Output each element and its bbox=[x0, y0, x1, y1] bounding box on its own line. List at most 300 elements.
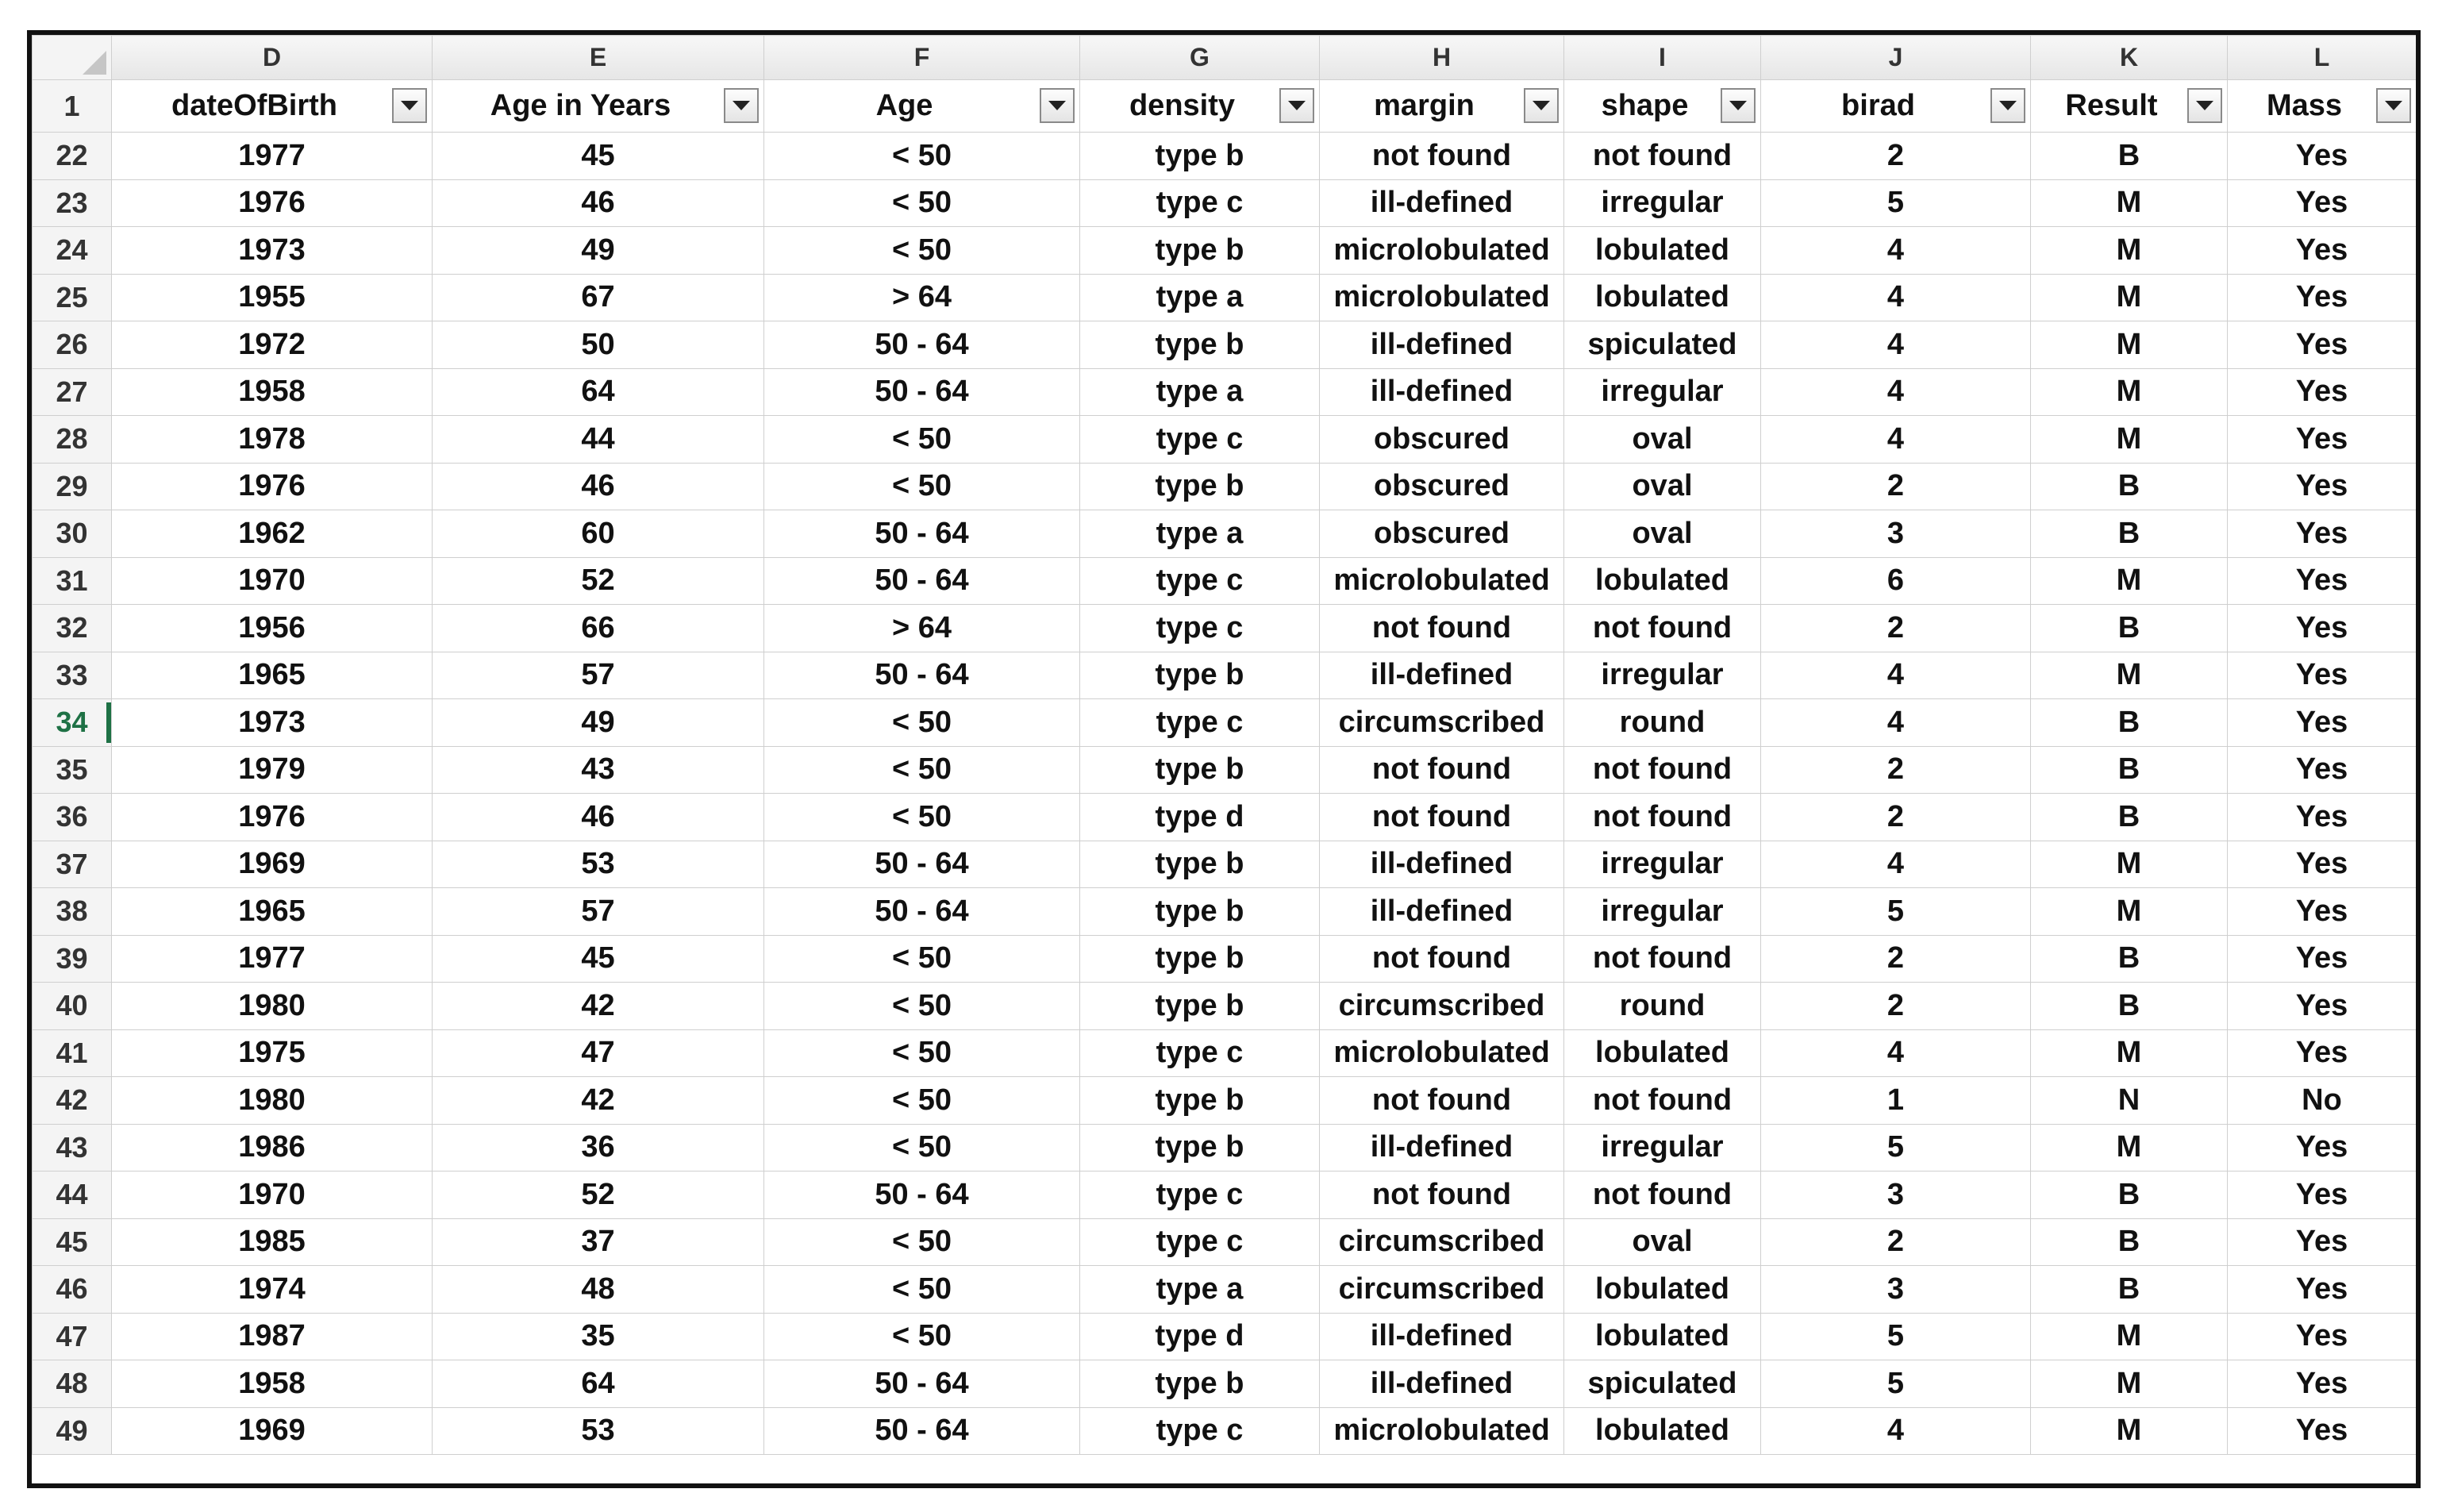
table-cell[interactable]: 5 bbox=[1761, 1360, 2031, 1408]
table-cell[interactable]: Yes bbox=[2228, 841, 2417, 888]
table-cell[interactable]: 64 bbox=[433, 1360, 764, 1408]
table-cell[interactable]: lobulated bbox=[1564, 1313, 1761, 1360]
filter-dropdown-button[interactable] bbox=[1524, 88, 1559, 123]
table-cell[interactable]: < 50 bbox=[764, 746, 1080, 794]
table-cell[interactable]: type d bbox=[1080, 794, 1320, 841]
row-number[interactable]: 49 bbox=[33, 1407, 112, 1455]
row-number[interactable]: 22 bbox=[33, 133, 112, 180]
table-cell[interactable]: type a bbox=[1080, 274, 1320, 321]
table-cell[interactable]: M bbox=[2031, 416, 2228, 464]
table-cell[interactable]: 66 bbox=[433, 605, 764, 652]
table-cell[interactable]: B bbox=[2031, 699, 2228, 747]
column-letter-header[interactable]: J bbox=[1761, 36, 2031, 80]
table-cell[interactable]: 37 bbox=[433, 1218, 764, 1266]
table-cell[interactable]: 1987 bbox=[112, 1313, 433, 1360]
table-cell[interactable]: 52 bbox=[433, 557, 764, 605]
table-cell[interactable]: B bbox=[2031, 983, 2228, 1030]
table-cell[interactable]: 42 bbox=[433, 983, 764, 1030]
table-cell[interactable]: 46 bbox=[433, 179, 764, 227]
filter-dropdown-button[interactable] bbox=[1990, 88, 2025, 123]
table-cell[interactable]: ill-defined bbox=[1320, 652, 1564, 699]
table-cell[interactable]: type a bbox=[1080, 1266, 1320, 1314]
table-cell[interactable]: 4 bbox=[1761, 368, 2031, 416]
table-cell[interactable]: Yes bbox=[2228, 1266, 2417, 1314]
table-cell[interactable]: type c bbox=[1080, 416, 1320, 464]
table-cell[interactable]: ill-defined bbox=[1320, 179, 1564, 227]
table-cell[interactable]: obscured bbox=[1320, 416, 1564, 464]
filter-dropdown-button[interactable] bbox=[724, 88, 759, 123]
table-cell[interactable]: obscured bbox=[1320, 463, 1564, 510]
table-cell[interactable]: 5 bbox=[1761, 1124, 2031, 1172]
table-cell[interactable]: 44 bbox=[433, 416, 764, 464]
table-cell[interactable]: Yes bbox=[2228, 652, 2417, 699]
table-cell[interactable]: type b bbox=[1080, 227, 1320, 275]
table-cell[interactable]: M bbox=[2031, 1313, 2228, 1360]
table-cell[interactable]: < 50 bbox=[764, 794, 1080, 841]
column-header-cell[interactable] bbox=[1761, 80, 2031, 133]
table-cell[interactable]: 53 bbox=[433, 841, 764, 888]
row-number[interactable]: 25 bbox=[33, 274, 112, 321]
filter-dropdown-button[interactable] bbox=[2376, 88, 2411, 123]
table-cell[interactable]: 47 bbox=[433, 1029, 764, 1077]
table-cell[interactable]: Yes bbox=[2228, 463, 2417, 510]
table-cell[interactable]: < 50 bbox=[764, 227, 1080, 275]
column-header-cell[interactable] bbox=[1080, 80, 1320, 133]
table-cell[interactable]: ill-defined bbox=[1320, 888, 1564, 936]
table-cell[interactable]: Yes bbox=[2228, 227, 2417, 275]
row-number[interactable]: 26 bbox=[33, 321, 112, 369]
table-cell[interactable]: B bbox=[2031, 510, 2228, 558]
table-cell[interactable]: 1980 bbox=[112, 983, 433, 1030]
table-cell[interactable]: > 64 bbox=[764, 274, 1080, 321]
column-letter-header[interactable]: D bbox=[112, 36, 433, 80]
table-cell[interactable]: Yes bbox=[2228, 935, 2417, 983]
table-cell[interactable]: 50 - 64 bbox=[764, 368, 1080, 416]
table-cell[interactable]: M bbox=[2031, 321, 2228, 369]
table-cell[interactable]: not found bbox=[1564, 746, 1761, 794]
table-cell[interactable]: not found bbox=[1564, 794, 1761, 841]
table-cell[interactable]: irregular bbox=[1564, 652, 1761, 699]
table-cell[interactable]: lobulated bbox=[1564, 1266, 1761, 1314]
table-cell[interactable]: 36 bbox=[433, 1124, 764, 1172]
column-letter-header[interactable]: H bbox=[1320, 36, 1564, 80]
table-cell[interactable]: Yes bbox=[2228, 557, 2417, 605]
table-cell[interactable]: 50 bbox=[433, 321, 764, 369]
table-cell[interactable]: B bbox=[2031, 794, 2228, 841]
table-cell[interactable]: Yes bbox=[2228, 1313, 2417, 1360]
table-cell[interactable]: 2 bbox=[1761, 463, 2031, 510]
table-cell[interactable]: 60 bbox=[433, 510, 764, 558]
filter-dropdown-button[interactable] bbox=[392, 88, 427, 123]
table-cell[interactable]: 50 - 64 bbox=[764, 1407, 1080, 1455]
table-cell[interactable]: not found bbox=[1320, 935, 1564, 983]
table-cell[interactable]: M bbox=[2031, 1407, 2228, 1455]
table-cell[interactable]: 42 bbox=[433, 1077, 764, 1125]
table-cell[interactable]: 5 bbox=[1761, 1313, 2031, 1360]
table-cell[interactable]: lobulated bbox=[1564, 557, 1761, 605]
table-cell[interactable]: 1958 bbox=[112, 368, 433, 416]
table-cell[interactable]: not found bbox=[1564, 935, 1761, 983]
table-cell[interactable]: B bbox=[2031, 605, 2228, 652]
table-cell[interactable]: irregular bbox=[1564, 888, 1761, 936]
row-number[interactable]: 33 bbox=[33, 652, 112, 699]
table-cell[interactable]: not found bbox=[1564, 605, 1761, 652]
table-cell[interactable]: 2 bbox=[1761, 1218, 2031, 1266]
table-cell[interactable]: 3 bbox=[1761, 510, 2031, 558]
row-number[interactable]: 45 bbox=[33, 1218, 112, 1266]
row-number[interactable]: 46 bbox=[33, 1266, 112, 1314]
row-number[interactable]: 35 bbox=[33, 746, 112, 794]
filter-dropdown-button[interactable] bbox=[1040, 88, 1075, 123]
table-cell[interactable]: Yes bbox=[2228, 605, 2417, 652]
table-cell[interactable]: 1955 bbox=[112, 274, 433, 321]
select-all-corner[interactable] bbox=[33, 36, 112, 80]
table-cell[interactable]: M bbox=[2031, 368, 2228, 416]
table-cell[interactable]: oval bbox=[1564, 463, 1761, 510]
table-cell[interactable]: Yes bbox=[2228, 794, 2417, 841]
table-cell[interactable]: 45 bbox=[433, 935, 764, 983]
table-cell[interactable]: 45 bbox=[433, 133, 764, 180]
table-cell[interactable]: not found bbox=[1564, 1077, 1761, 1125]
table-cell[interactable]: M bbox=[2031, 1124, 2228, 1172]
table-cell[interactable]: not found bbox=[1320, 133, 1564, 180]
table-cell[interactable]: 1978 bbox=[112, 416, 433, 464]
table-cell[interactable]: Yes bbox=[2228, 1218, 2417, 1266]
table-cell[interactable]: M bbox=[2031, 227, 2228, 275]
table-cell[interactable]: not found bbox=[1564, 133, 1761, 180]
table-cell[interactable]: B bbox=[2031, 935, 2228, 983]
row-number[interactable]: 48 bbox=[33, 1360, 112, 1408]
row-number[interactable]: 30 bbox=[33, 510, 112, 558]
table-cell[interactable]: M bbox=[2031, 888, 2228, 936]
table-cell[interactable]: 50 - 64 bbox=[764, 1360, 1080, 1408]
table-cell[interactable]: type b bbox=[1080, 1124, 1320, 1172]
table-cell[interactable]: < 50 bbox=[764, 983, 1080, 1030]
column-header-cell[interactable] bbox=[2031, 80, 2228, 133]
table-cell[interactable]: Yes bbox=[2228, 1360, 2417, 1408]
table-cell[interactable]: < 50 bbox=[764, 1266, 1080, 1314]
table-cell[interactable]: type c bbox=[1080, 179, 1320, 227]
table-cell[interactable]: 1980 bbox=[112, 1077, 433, 1125]
column-header-cell[interactable] bbox=[2228, 80, 2417, 133]
table-cell[interactable]: type b bbox=[1080, 746, 1320, 794]
table-cell[interactable]: type d bbox=[1080, 1313, 1320, 1360]
column-letter-header[interactable]: K bbox=[2031, 36, 2228, 80]
table-cell[interactable]: 4 bbox=[1761, 321, 2031, 369]
table-cell[interactable]: circumscribed bbox=[1320, 1218, 1564, 1266]
column-header-cell[interactable] bbox=[1320, 80, 1564, 133]
table-cell[interactable]: 64 bbox=[433, 368, 764, 416]
table-cell[interactable]: M bbox=[2031, 652, 2228, 699]
table-cell[interactable]: type a bbox=[1080, 510, 1320, 558]
table-cell[interactable]: 2 bbox=[1761, 133, 2031, 180]
table-cell[interactable]: not found bbox=[1320, 746, 1564, 794]
table-cell[interactable]: circumscribed bbox=[1320, 1266, 1564, 1314]
table-cell[interactable]: 49 bbox=[433, 227, 764, 275]
table-cell[interactable]: Yes bbox=[2228, 888, 2417, 936]
table-cell[interactable]: microlobulated bbox=[1320, 1407, 1564, 1455]
column-header-cell[interactable] bbox=[433, 80, 764, 133]
table-cell[interactable]: 57 bbox=[433, 652, 764, 699]
table-cell[interactable]: round bbox=[1564, 699, 1761, 747]
table-cell[interactable]: Yes bbox=[2228, 746, 2417, 794]
table-cell[interactable]: B bbox=[2031, 133, 2228, 180]
table-cell[interactable]: not found bbox=[1320, 605, 1564, 652]
row-number[interactable]: 24 bbox=[33, 227, 112, 275]
table-cell[interactable]: ill-defined bbox=[1320, 1360, 1564, 1408]
table-cell[interactable]: type a bbox=[1080, 368, 1320, 416]
table-cell[interactable]: B bbox=[2031, 746, 2228, 794]
table-cell[interactable]: B bbox=[2031, 1218, 2228, 1266]
table-cell[interactable]: Yes bbox=[2228, 179, 2417, 227]
table-cell[interactable]: M bbox=[2031, 841, 2228, 888]
table-cell[interactable]: microlobulated bbox=[1320, 557, 1564, 605]
row-number[interactable]: 1 bbox=[33, 80, 112, 133]
table-cell[interactable]: 46 bbox=[433, 794, 764, 841]
table-cell[interactable]: ill-defined bbox=[1320, 321, 1564, 369]
table-cell[interactable]: not found bbox=[1320, 1077, 1564, 1125]
table-cell[interactable]: 2 bbox=[1761, 794, 2031, 841]
table-cell[interactable]: < 50 bbox=[764, 463, 1080, 510]
table-cell[interactable]: 1973 bbox=[112, 227, 433, 275]
column-letter-header[interactable]: I bbox=[1564, 36, 1761, 80]
table-cell[interactable]: oval bbox=[1564, 416, 1761, 464]
table-cell[interactable]: 1976 bbox=[112, 179, 433, 227]
table-cell[interactable]: 4 bbox=[1761, 652, 2031, 699]
table-cell[interactable]: 1979 bbox=[112, 746, 433, 794]
table-cell[interactable]: 4 bbox=[1761, 1029, 2031, 1077]
filter-dropdown-button[interactable] bbox=[1279, 88, 1314, 123]
table-cell[interactable]: type b bbox=[1080, 321, 1320, 369]
row-number[interactable]: 40 bbox=[33, 983, 112, 1030]
table-cell[interactable]: 57 bbox=[433, 888, 764, 936]
column-letter-header[interactable]: E bbox=[433, 36, 764, 80]
table-cell[interactable]: 50 - 64 bbox=[764, 321, 1080, 369]
table-cell[interactable]: 1970 bbox=[112, 1172, 433, 1219]
row-number[interactable]: 37 bbox=[33, 841, 112, 888]
table-cell[interactable]: Yes bbox=[2228, 1029, 2417, 1077]
table-cell[interactable]: < 50 bbox=[764, 1029, 1080, 1077]
table-cell[interactable]: 2 bbox=[1761, 935, 2031, 983]
table-cell[interactable]: microlobulated bbox=[1320, 1029, 1564, 1077]
table-cell[interactable]: 1985 bbox=[112, 1218, 433, 1266]
table-cell[interactable]: not found bbox=[1320, 794, 1564, 841]
table-cell[interactable]: < 50 bbox=[764, 935, 1080, 983]
table-cell[interactable]: < 50 bbox=[764, 179, 1080, 227]
row-number[interactable]: 38 bbox=[33, 888, 112, 936]
row-number[interactable]: 43 bbox=[33, 1124, 112, 1172]
table-cell[interactable]: type c bbox=[1080, 605, 1320, 652]
table-cell[interactable]: Yes bbox=[2228, 1407, 2417, 1455]
table-cell[interactable]: irregular bbox=[1564, 1124, 1761, 1172]
table-cell[interactable]: type c bbox=[1080, 1029, 1320, 1077]
table-cell[interactable]: 52 bbox=[433, 1172, 764, 1219]
table-cell[interactable]: type b bbox=[1080, 463, 1320, 510]
table-cell[interactable]: ill-defined bbox=[1320, 1124, 1564, 1172]
column-header-cell[interactable] bbox=[112, 80, 433, 133]
filter-dropdown-button[interactable] bbox=[2187, 88, 2222, 123]
column-header-cell[interactable] bbox=[764, 80, 1080, 133]
column-letter-header[interactable]: L bbox=[2228, 36, 2417, 80]
table-cell[interactable]: < 50 bbox=[764, 1313, 1080, 1360]
table-cell[interactable]: microlobulated bbox=[1320, 227, 1564, 275]
row-number[interactable]: 41 bbox=[33, 1029, 112, 1077]
table-cell[interactable]: B bbox=[2031, 1266, 2228, 1314]
table-cell[interactable]: 50 - 64 bbox=[764, 652, 1080, 699]
table-cell[interactable]: 1970 bbox=[112, 557, 433, 605]
table-cell[interactable]: 5 bbox=[1761, 888, 2031, 936]
row-number[interactable]: 42 bbox=[33, 1077, 112, 1125]
table-cell[interactable]: < 50 bbox=[764, 1218, 1080, 1266]
table-cell[interactable]: obscured bbox=[1320, 510, 1564, 558]
table-cell[interactable]: No bbox=[2228, 1077, 2417, 1125]
row-number[interactable]: 44 bbox=[33, 1172, 112, 1219]
column-header-cell[interactable] bbox=[1564, 80, 1761, 133]
table-cell[interactable]: 1986 bbox=[112, 1124, 433, 1172]
table-cell[interactable]: irregular bbox=[1564, 179, 1761, 227]
table-cell[interactable]: 3 bbox=[1761, 1266, 2031, 1314]
table-cell[interactable]: 1965 bbox=[112, 652, 433, 699]
table-cell[interactable]: < 50 bbox=[764, 1124, 1080, 1172]
column-letter-header[interactable]: G bbox=[1080, 36, 1320, 80]
table-cell[interactable]: type c bbox=[1080, 1407, 1320, 1455]
table-cell[interactable]: Yes bbox=[2228, 133, 2417, 180]
row-number[interactable]: 28 bbox=[33, 416, 112, 464]
table-cell[interactable]: type b bbox=[1080, 1360, 1320, 1408]
table-cell[interactable]: ill-defined bbox=[1320, 841, 1564, 888]
table-cell[interactable]: 1 bbox=[1761, 1077, 2031, 1125]
table-cell[interactable]: < 50 bbox=[764, 699, 1080, 747]
table-cell[interactable]: 46 bbox=[433, 463, 764, 510]
row-number[interactable]: 32 bbox=[33, 605, 112, 652]
table-cell[interactable]: 4 bbox=[1761, 416, 2031, 464]
row-number[interactable]: 29 bbox=[33, 463, 112, 510]
table-cell[interactable]: type c bbox=[1080, 1218, 1320, 1266]
table-cell[interactable]: < 50 bbox=[764, 416, 1080, 464]
table-cell[interactable]: M bbox=[2031, 1360, 2228, 1408]
table-cell[interactable]: not found bbox=[1320, 1172, 1564, 1219]
table-cell[interactable]: Yes bbox=[2228, 416, 2417, 464]
table-cell[interactable]: Yes bbox=[2228, 321, 2417, 369]
table-cell[interactable]: type b bbox=[1080, 841, 1320, 888]
table-cell[interactable]: type b bbox=[1080, 888, 1320, 936]
table-cell[interactable]: B bbox=[2031, 1172, 2228, 1219]
table-cell[interactable]: 53 bbox=[433, 1407, 764, 1455]
row-number[interactable]: 31 bbox=[33, 557, 112, 605]
row-number[interactable]: 47 bbox=[33, 1313, 112, 1360]
table-cell[interactable]: circumscribed bbox=[1320, 983, 1564, 1030]
table-cell[interactable]: type b bbox=[1080, 935, 1320, 983]
table-cell[interactable]: 1958 bbox=[112, 1360, 433, 1408]
table-cell[interactable]: type b bbox=[1080, 1077, 1320, 1125]
table-cell[interactable]: type b bbox=[1080, 983, 1320, 1030]
table-cell[interactable]: 6 bbox=[1761, 557, 2031, 605]
table-cell[interactable]: 1975 bbox=[112, 1029, 433, 1077]
table-cell[interactable]: 35 bbox=[433, 1313, 764, 1360]
row-number[interactable]: 36 bbox=[33, 794, 112, 841]
table-cell[interactable]: 50 - 64 bbox=[764, 510, 1080, 558]
table-cell[interactable]: 43 bbox=[433, 746, 764, 794]
table-cell[interactable]: 1969 bbox=[112, 1407, 433, 1455]
table-cell[interactable]: 1976 bbox=[112, 794, 433, 841]
table-cell[interactable]: M bbox=[2031, 274, 2228, 321]
table-cell[interactable]: 50 - 64 bbox=[764, 888, 1080, 936]
table-cell[interactable]: circumscribed bbox=[1320, 699, 1564, 747]
table-cell[interactable]: spiculated bbox=[1564, 1360, 1761, 1408]
table-cell[interactable]: Yes bbox=[2228, 699, 2417, 747]
table-cell[interactable]: 4 bbox=[1761, 1407, 2031, 1455]
table-cell[interactable]: < 50 bbox=[764, 133, 1080, 180]
table-cell[interactable]: irregular bbox=[1564, 841, 1761, 888]
table-cell[interactable]: B bbox=[2031, 463, 2228, 510]
table-cell[interactable]: 1977 bbox=[112, 935, 433, 983]
table-cell[interactable]: type c bbox=[1080, 557, 1320, 605]
table-cell[interactable]: 4 bbox=[1761, 841, 2031, 888]
table-cell[interactable]: lobulated bbox=[1564, 274, 1761, 321]
table-cell[interactable]: Yes bbox=[2228, 274, 2417, 321]
table-cell[interactable]: 50 - 64 bbox=[764, 841, 1080, 888]
table-cell[interactable]: 50 - 64 bbox=[764, 557, 1080, 605]
table-cell[interactable]: type c bbox=[1080, 1172, 1320, 1219]
table-cell[interactable]: 48 bbox=[433, 1266, 764, 1314]
table-cell[interactable]: N bbox=[2031, 1077, 2228, 1125]
table-cell[interactable]: 50 - 64 bbox=[764, 1172, 1080, 1219]
table-cell[interactable]: lobulated bbox=[1564, 1029, 1761, 1077]
table-cell[interactable]: M bbox=[2031, 557, 2228, 605]
table-cell[interactable]: 1972 bbox=[112, 321, 433, 369]
table-cell[interactable]: 1956 bbox=[112, 605, 433, 652]
row-number[interactable]: 34 bbox=[33, 699, 112, 747]
table-cell[interactable]: lobulated bbox=[1564, 227, 1761, 275]
table-cell[interactable]: Yes bbox=[2228, 983, 2417, 1030]
table-cell[interactable]: 5 bbox=[1761, 179, 2031, 227]
table-cell[interactable]: 67 bbox=[433, 274, 764, 321]
table-cell[interactable]: ill-defined bbox=[1320, 368, 1564, 416]
table-cell[interactable]: 2 bbox=[1761, 605, 2031, 652]
row-number[interactable]: 39 bbox=[33, 935, 112, 983]
table-cell[interactable]: 1969 bbox=[112, 841, 433, 888]
table-cell[interactable]: 1962 bbox=[112, 510, 433, 558]
table-cell[interactable]: ill-defined bbox=[1320, 1313, 1564, 1360]
table-cell[interactable]: M bbox=[2031, 1029, 2228, 1077]
table-cell[interactable]: 2 bbox=[1761, 983, 2031, 1030]
table-cell[interactable]: lobulated bbox=[1564, 1407, 1761, 1455]
row-number[interactable]: 27 bbox=[33, 368, 112, 416]
row-number[interactable]: 23 bbox=[33, 179, 112, 227]
table-cell[interactable]: oval bbox=[1564, 1218, 1761, 1266]
table-cell[interactable]: type b bbox=[1080, 133, 1320, 180]
table-cell[interactable]: microlobulated bbox=[1320, 274, 1564, 321]
table-cell[interactable]: > 64 bbox=[764, 605, 1080, 652]
table-cell[interactable]: spiculated bbox=[1564, 321, 1761, 369]
table-cell[interactable]: 1965 bbox=[112, 888, 433, 936]
table-cell[interactable]: type b bbox=[1080, 652, 1320, 699]
table-cell[interactable]: round bbox=[1564, 983, 1761, 1030]
table-cell[interactable]: 1974 bbox=[112, 1266, 433, 1314]
table-cell[interactable]: 4 bbox=[1761, 227, 2031, 275]
table-cell[interactable]: Yes bbox=[2228, 368, 2417, 416]
table-cell[interactable]: 2 bbox=[1761, 746, 2031, 794]
filter-dropdown-button[interactable] bbox=[1721, 88, 1756, 123]
table-cell[interactable]: Yes bbox=[2228, 510, 2417, 558]
table-cell[interactable]: 1976 bbox=[112, 463, 433, 510]
table-cell[interactable]: oval bbox=[1564, 510, 1761, 558]
table-cell[interactable]: type c bbox=[1080, 699, 1320, 747]
table-cell[interactable]: Yes bbox=[2228, 1172, 2417, 1219]
table-cell[interactable]: 4 bbox=[1761, 699, 2031, 747]
table-cell[interactable]: irregular bbox=[1564, 368, 1761, 416]
table-cell[interactable]: 4 bbox=[1761, 274, 2031, 321]
